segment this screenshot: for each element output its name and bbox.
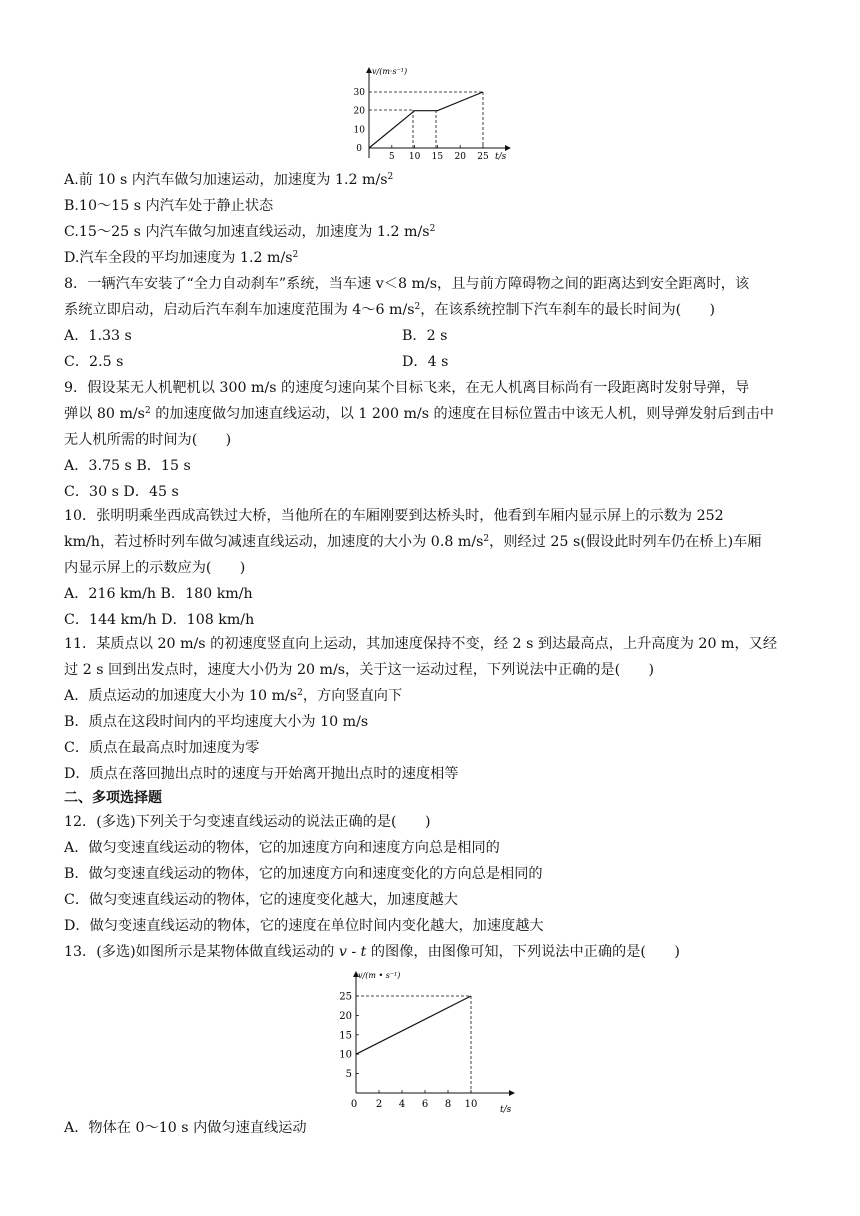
y-tick-label: 5 — [345, 1069, 352, 1081]
q12-option-a: A．做匀变速直线运动的物体，它的加速度方向和速度方向总是相同的 — [64, 840, 500, 856]
q11-option-b: B．质点在这段时间内的平均速度大小为 10 m/s — [64, 714, 369, 730]
q11-option-c: C．质点在最高点时加速度为零 — [64, 740, 260, 756]
y-tick-label: 15 — [339, 1030, 352, 1042]
y-tick-label: 10 — [353, 125, 365, 136]
q9-stem-3: 无人机所需的时间为( ) — [64, 432, 232, 448]
q8-stem-1: 8．一辆汽车安装了“全力自动刹车”系统，当车速 v＜8 m/s，且与前方障碍物之间的距离达到安全距离时，该 — [64, 276, 750, 292]
q13-stem: 13．(多选)如图所示是某物体做直线运动的 v - t 的图像，由图像可知，下列说法中正确的是( ) — [64, 944, 680, 960]
vt-graph-1 — [350, 62, 520, 166]
q9-stem-1: 9．假设某无人机靶机以 300 m/s 的速度匀速向某个目标飞来，在无人机离目标尚有一段距离时发射导弹，导 — [64, 380, 750, 396]
q8-option-a: A．1.33 s — [64, 328, 132, 344]
y-tick-label: 20 — [339, 1010, 352, 1022]
q11-option-d: D．质点在落回抛出点时的速度与开始离开抛出点时的速度相等 — [64, 766, 459, 782]
q8-option-c: C．2.5 s — [64, 354, 124, 370]
q9-options-cd: C．30 s D．45 s — [64, 484, 179, 500]
q7-option-b: B.10～15 s 内汽车处于静止状态 — [64, 198, 274, 214]
q11-stem-1: 11．某质点以 20 m/s 的初速度竖直向上运动，其加速度保持不变，经 2 s 到达最高点，上升高度为 20 m，又经 — [64, 636, 778, 652]
q10-stem-3: 内显示屏上的示数应为( ) — [64, 560, 246, 576]
q7-option-a: A.前 10 s 内汽车做匀加速运动，加速度为 1.2 $m/s^2$ — [64, 172, 394, 188]
q8-option-b: B．2 s — [402, 328, 448, 344]
q11-stem-2: 过 2 s 回到出发点时，速度大小仍为 20 m/s，关于这一运动过程，下列说法中正确的是( ) — [64, 662, 655, 678]
q13-option-a: A．物体在 0～10 s 内做匀速直线运动 — [64, 1120, 307, 1136]
q7-option-c: C.15～25 s 内汽车做匀加速直线运动，加速度为 1.2 $m/s^2$ — [64, 224, 436, 240]
velocity-line — [356, 996, 471, 1054]
q12-stem: 12．(多选)下列关于匀变速直线运动的说法正确的是( ) — [64, 814, 431, 830]
x-tick-label: 6 — [421, 1099, 429, 1110]
x-tick-label: 2 — [375, 1099, 383, 1110]
x-tick-label: 15 — [431, 152, 444, 162]
y-axis-label: v/(m • s⁻¹) — [358, 971, 401, 980]
q12-option-b: B．做匀变速直线运动的物体，它的加速度方向和速度变化的方向总是相同的 — [64, 866, 543, 882]
x-tick-label: 4 — [398, 1099, 406, 1110]
y-tick-label: 30 — [353, 88, 365, 98]
q10-stem-1: 10．张明明乘坐西成高铁过大桥，当他所在的车厢刚要到达桥头时，他看到车厢内显示屏上的示数为 252 — [64, 508, 724, 524]
x-tick-label: 20 — [454, 152, 466, 162]
q10-options-cd: C．144 km/h D．108 km/h — [64, 612, 255, 628]
section-heading: 二、多项选择题 — [64, 790, 162, 806]
x-tick-label: 25 — [477, 152, 489, 162]
q11-option-a: A．质点运动的加速度大小为 10 $m/s^2$，方向竖直向下 — [64, 688, 403, 704]
y-tick-label: 20 — [353, 106, 365, 117]
x-tick-label: 0 — [350, 1099, 358, 1110]
x-tick-label: 10 — [464, 1099, 478, 1110]
x-tick-label: 5 — [388, 152, 395, 162]
x-tick-label: 10 — [408, 152, 421, 162]
velocity-line — [369, 92, 483, 148]
y-tick-label: 25 — [339, 991, 352, 1003]
y-tick-label: 10 — [339, 1049, 352, 1061]
x-tick-label: 8 — [444, 1099, 452, 1110]
q9-stem-2: 弹以 80 $m/s^2$ 的加速度做匀加速直线运动，以 1 200 m/s 的速度在目标位置击中该无人机，则导弹发射后到击中 — [64, 406, 774, 422]
q7-option-d: D.汽车全段的平均加速度为 1.2 $m/s^2$ — [64, 250, 299, 266]
y-axis-label: v/(m·s⁻¹) — [372, 67, 408, 76]
q10-stem-2: km/h，若过桥时列车做匀减速直线运动，加速度的大小为 0.8 $m/s^2$，则经过 25 s(假设此时列车仍在桥上)车厢 — [64, 534, 762, 550]
q8-stem-2: 系统立即启动，启动后汽车刹车加速度范围为 4～6 $m/s^2$，在该系统控制下汽车刹车的最长时间为( ) — [64, 302, 716, 318]
q8-option-d: D．4 s — [402, 354, 449, 370]
q10-options-ab: A．216 km/h B．180 km/h — [64, 586, 253, 602]
vt-graph-2 — [336, 966, 526, 1114]
q9-options-ab: A．3.75 s B．15 s — [64, 458, 191, 474]
q12-option-c: C．做匀变速直线运动的物体，它的速度变化越大，加速度越大 — [64, 892, 458, 908]
q12-option-d: D．做匀变速直线运动的物体，它的速度在单位时间内变化越大，加速度越大 — [64, 918, 544, 934]
x-axis-label: t/s — [495, 152, 507, 162]
y-tick-label: 0 — [356, 144, 362, 154]
x-axis-label: t/s — [500, 1105, 512, 1114]
